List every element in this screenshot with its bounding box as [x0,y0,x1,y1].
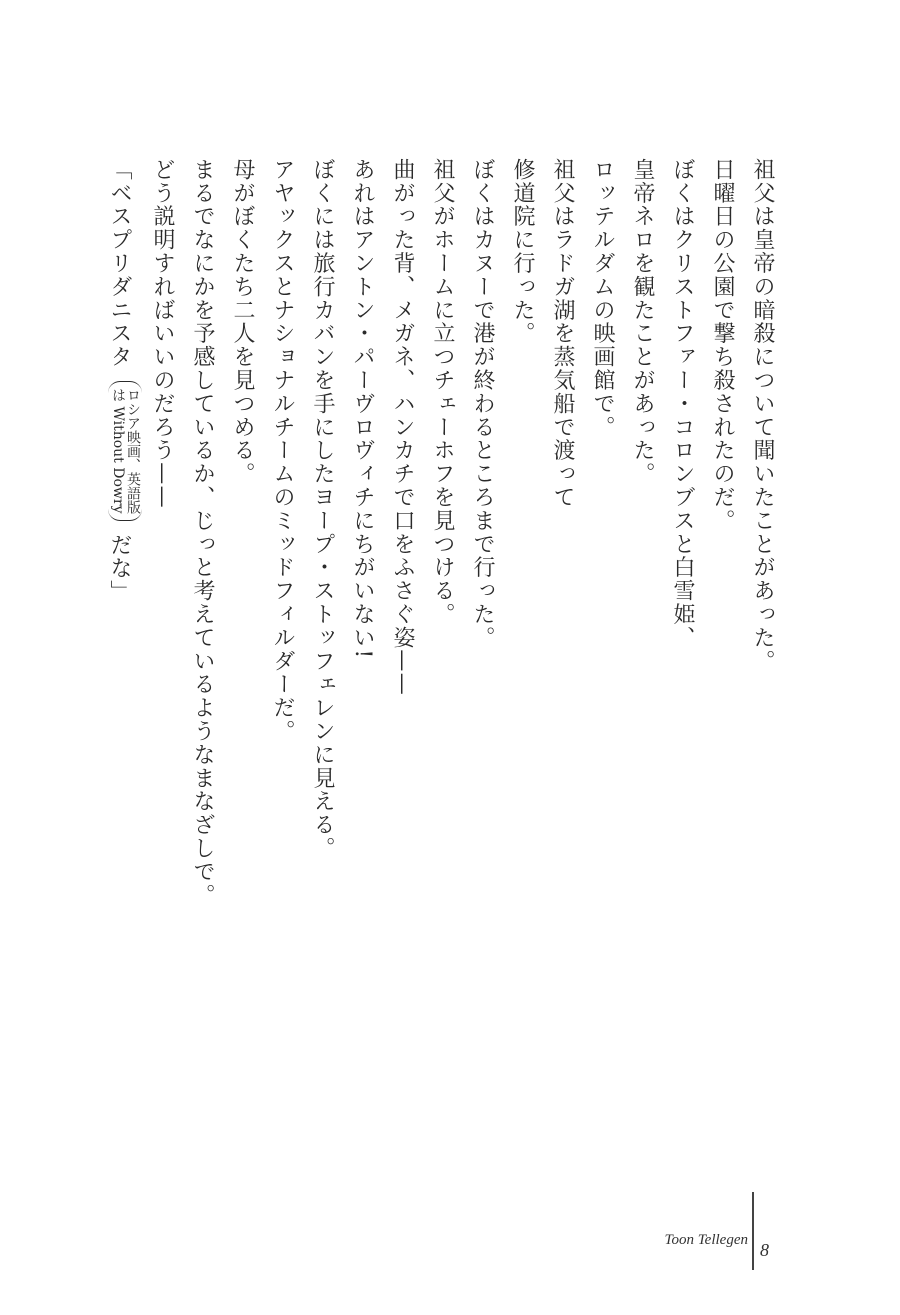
page-number: 8 [760,1240,769,1260]
poem-line: ぼくはカヌーで港が終わるところまで行った。 [470,158,495,650]
poem-line: ロッテルダムの映画館で。 [590,158,615,439]
last-line-after: だな」 [107,533,132,604]
gloss-line-1: ロシア映画、英語版 [125,388,141,515]
poem-line: 日曜日の公園で撃ち殺されたのだ。 [710,158,735,533]
poem-line: あれはアントン・パーヴロヴィチにちがいない! [350,158,375,660]
poem-line: 祖父はラドガ湖を蒸気船で渡って [550,158,575,509]
poem-line: 母がぼくたち二人を見つめる。 [230,158,255,486]
footer-divider [752,1192,754,1270]
poem-line: 皇帝ネロを観たことがあった。 [630,158,655,486]
last-line-before: 「ベスプリダニスタ [107,158,132,369]
page-footer [0,1192,900,1272]
poem-line: まるでなにかを予感しているか、じっと考えているようなまなざしで。 [190,158,215,907]
gloss-line-2: は Without Dowry [110,388,126,514]
poem-line: ぼくには旅行カバンを手にしたヨープ・ストッフェレンに見える。 [310,158,335,860]
poem-line: アヤックスとナショナルチームのミッドフィルダーだ。 [270,158,295,743]
poem-line: 修道院に行った。 [510,158,535,346]
inline-gloss-note [108,381,142,521]
footer-author: Toon Tellegen [664,1232,748,1248]
poem-line: 祖父がホームに立つチェーホフを見つける。 [430,158,455,626]
poem-line: ぼくはクリストファー・コロンブスと白雪姫、 [670,158,695,650]
poem-line: 曲がった背、メガネ、ハンカチで口をふさぐ姿—— [390,158,415,697]
poem-line: 祖父は皇帝の暗殺について聞いたことがあった。 [750,158,775,673]
poem-body [99,158,782,918]
poem-last-line [99,158,142,918]
poem-line: どう説明すればいいのだろう—— [150,158,175,509]
